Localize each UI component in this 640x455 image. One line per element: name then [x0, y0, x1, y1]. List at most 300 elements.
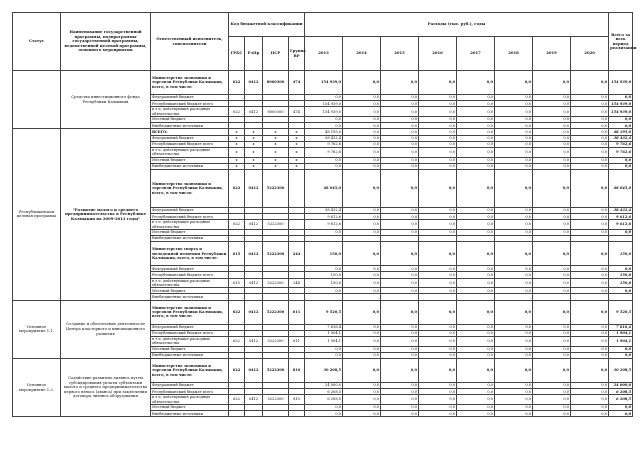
year-value-cell: 0,0	[533, 272, 571, 278]
year-value-cell: 0,0	[533, 336, 571, 346]
code-cell: 0412	[245, 71, 263, 95]
code-cell: 8000300	[263, 107, 289, 117]
year-value-cell: 0,0	[533, 330, 571, 336]
year-value-cell: 0,0	[457, 129, 495, 135]
year-value-cell: 0,0	[343, 220, 381, 230]
year-value-cell: 0,0	[457, 214, 495, 220]
section-name: Содействие развитию лизинга путем субсидирования уплаты субъектами малого и среднего предпринимательства первого взноса (аванса) при заключении договора лизинга оборудования	[61, 358, 151, 416]
year-value-cell: 0,0	[419, 214, 457, 220]
year-value-cell: 0,0	[495, 123, 533, 129]
year-value-cell: 0,0	[571, 157, 609, 163]
year-value-cell: 0,0	[533, 116, 571, 122]
year-value-cell: 0,0	[381, 300, 419, 324]
total-cell: 30 208,5	[609, 358, 633, 382]
total-cell: 1 904,1	[609, 336, 633, 346]
year-value-cell: 0,0	[533, 129, 571, 135]
year-value-cell: 0,0	[571, 101, 609, 107]
table-body	[13, 71, 633, 417]
year-value-cell: 0,0	[495, 278, 533, 288]
year-value-cell: 0,0	[533, 358, 571, 382]
year-value-cell: 0,0	[533, 288, 571, 294]
year-value-cell: 150,0	[305, 272, 343, 278]
header-executor: Ответственный исполнитель, соисполнители	[151, 13, 229, 71]
year-value-cell: 0,0	[419, 123, 457, 129]
year-value-cell: 0,0	[419, 346, 457, 352]
code-cell: x	[245, 141, 263, 147]
executor-cell: Федеральный бюджет	[151, 207, 229, 213]
year-value-cell: 0,0	[305, 157, 343, 163]
year-value-cell: 0,0	[571, 214, 609, 220]
executor-cell: в т.ч. действующие расходные обязательства	[151, 107, 229, 117]
total-cell: 9 520,5	[609, 300, 633, 324]
year-value-cell: 0,0	[305, 95, 343, 101]
year-value-cell: 0,0	[533, 220, 571, 230]
year-value-cell: 0,0	[495, 207, 533, 213]
executor-cell: Федеральный бюджет	[151, 324, 229, 330]
year-value-cell: 0,0	[419, 411, 457, 417]
executor-cell: Республиканский бюджет всего	[151, 101, 229, 107]
code-cell: 611	[289, 300, 305, 324]
year-value-cell: 0,0	[381, 272, 419, 278]
year-value-cell: 0,0	[381, 395, 419, 405]
executor-cell: Министерство экономики и торговли Республики Калмыкия, всего, в том числе:	[151, 71, 229, 95]
code-cell: 5222300	[263, 336, 289, 346]
code-cell: 8000300	[263, 71, 289, 95]
code-cell: x	[229, 129, 245, 135]
year-value-cell: 0,0	[343, 214, 381, 220]
year-value-cell: 0,0	[533, 300, 571, 324]
year-value-cell: 0,0	[419, 229, 457, 235]
year-value-cell: 0,0	[343, 395, 381, 405]
year-value-cell: 0,0	[495, 214, 533, 220]
total-cell: 150,0	[609, 278, 633, 288]
year-value-cell: 0,0	[419, 395, 457, 405]
year-value-cell: 0,0	[419, 336, 457, 346]
executor-cell: Местный бюджет	[151, 404, 229, 410]
total-cell: 48 045,0	[609, 169, 633, 207]
year-value-cell: 0,0	[343, 141, 381, 147]
executor-cell: Республиканский бюджет всего	[151, 141, 229, 147]
year-value-cell: 1 904,1	[305, 336, 343, 346]
year-value-cell: 0,0	[571, 300, 609, 324]
year-value-cell: 0,0	[495, 336, 533, 346]
year-value-cell: 0,0	[381, 389, 419, 395]
year-value-cell: 0,0	[457, 107, 495, 117]
year-value-cell: 9 520,5	[305, 300, 343, 324]
year-value-cell: 0,0	[571, 147, 609, 157]
code-cell: 0412	[245, 220, 263, 230]
total-cell: 24 000,0	[609, 382, 633, 388]
year-value-cell: 0,0	[571, 95, 609, 101]
year-value-cell: 0,0	[343, 129, 381, 135]
executor-cell: Внебюджетные источники	[151, 236, 229, 242]
year-value-cell: 0,0	[571, 358, 609, 382]
section-status	[13, 71, 61, 129]
year-value-cell: 0,0	[457, 288, 495, 294]
year-value-cell: 24 000,0	[305, 382, 343, 388]
year-value-cell: 0,0	[381, 101, 419, 107]
year-value-cell: 0,0	[457, 266, 495, 272]
code-cell: x	[263, 157, 289, 163]
year-value-cell: 0,0	[419, 129, 457, 135]
table-row	[13, 300, 633, 324]
total-cell: 1 904,1	[609, 330, 633, 336]
code-cell: x	[263, 147, 289, 157]
year-value-cell: 0,0	[457, 141, 495, 147]
year-value-cell: 0,0	[457, 324, 495, 330]
year-value-cell: 0,0	[457, 272, 495, 278]
year-value-cell: 0,0	[495, 101, 533, 107]
year-value-cell: 0,0	[457, 220, 495, 230]
year-value-cell: 0,0	[457, 389, 495, 395]
total-cell: 154 939,0	[609, 71, 633, 95]
executor-cell: Федеральный бюджет	[151, 266, 229, 272]
executor-cell: Местный бюджет	[151, 229, 229, 235]
year-value-cell: 0,0	[419, 71, 457, 95]
year-value-cell: 0,0	[305, 404, 343, 410]
code-cell: 0412	[245, 358, 263, 382]
year-value-cell: 0,0	[457, 147, 495, 157]
year-value-cell: 0,0	[495, 389, 533, 395]
year-value-cell: 150,0	[305, 242, 343, 266]
year-value-cell: 0,0	[457, 135, 495, 141]
code-cell	[289, 411, 305, 417]
year-value-cell: 0,0	[381, 129, 419, 135]
year-value-cell: 0,0	[343, 157, 381, 163]
code-cell: x	[289, 147, 305, 157]
year-value-cell: 0,0	[533, 278, 571, 288]
year-value-cell: 0,0	[305, 352, 343, 358]
year-value-cell: 0,0	[495, 107, 533, 117]
code-cell: 0412	[245, 300, 263, 324]
code-cell: 615	[229, 278, 245, 288]
executor-cell: Федеральный бюджет	[151, 135, 229, 141]
code-cell: x	[245, 135, 263, 141]
year-value-cell: 0,0	[457, 330, 495, 336]
year-value-cell: 0,0	[457, 395, 495, 405]
year-value-cell: 0,0	[571, 169, 609, 207]
year-value-cell: 0,0	[343, 71, 381, 95]
code-cell: x	[289, 135, 305, 141]
year-value-cell: 0,0	[457, 242, 495, 266]
code-cell	[263, 411, 289, 417]
year-value-cell: 0,0	[381, 107, 419, 117]
year-value-cell: 0,0	[419, 141, 457, 147]
year-value-cell: 0,0	[495, 346, 533, 352]
year-value-cell: 0,0	[419, 324, 457, 330]
year-value-cell: 0,0	[381, 135, 419, 141]
year-value-cell: 0,0	[381, 336, 419, 346]
year-value-cell: 0,0	[381, 229, 419, 235]
year-value-cell: 0,0	[571, 346, 609, 352]
executor-cell: Республиканский бюджет всего	[151, 389, 229, 395]
header-year: 2017	[457, 37, 495, 71]
year-value-cell: 0,0	[381, 163, 419, 169]
code-cell: x	[289, 163, 305, 169]
total-cell: 0,0	[609, 157, 633, 163]
header-total: Всего за весь период реализации	[609, 13, 633, 71]
executor-cell: Республиканский бюджет всего	[151, 214, 229, 220]
header-rzpr: РзПр	[245, 37, 263, 71]
table-row	[13, 71, 633, 95]
year-value-cell: 0,0	[419, 288, 457, 294]
executor-cell: в т.ч. действующие расходные обязательства	[151, 220, 229, 230]
executor-cell: Республиканский бюджет всего	[151, 272, 229, 278]
year-value-cell: 0,0	[571, 71, 609, 95]
year-value-cell: 0,0	[571, 336, 609, 346]
code-cell: x	[289, 129, 305, 135]
year-value-cell: 0,0	[457, 382, 495, 388]
header-csr: ЦСР	[263, 37, 289, 71]
year-value-cell: 0,0	[571, 389, 609, 395]
year-value-cell: 0,0	[533, 395, 571, 405]
header-codes-group: Код бюджетной классификации	[229, 13, 305, 37]
code-cell	[245, 411, 263, 417]
year-value-cell: 0,0	[495, 404, 533, 410]
year-value-cell: 0,0	[457, 278, 495, 288]
year-value-cell: 0,0	[343, 288, 381, 294]
year-value-cell: 154 939,0	[305, 101, 343, 107]
year-value-cell: 0,0	[571, 278, 609, 288]
year-value-cell: 0,0	[381, 411, 419, 417]
year-value-cell: 0,0	[381, 330, 419, 336]
year-value-cell: 9 612,6	[305, 220, 343, 230]
code-cell: 615	[229, 242, 245, 266]
year-value-cell: 0,0	[381, 116, 419, 122]
year-value-cell: 0,0	[571, 207, 609, 213]
year-value-cell: 0,0	[419, 404, 457, 410]
year-value-cell: 0,0	[533, 324, 571, 330]
executor-cell: Местный бюджет	[151, 116, 229, 122]
total-cell: 38 432,4	[609, 207, 633, 213]
year-value-cell: 0,0	[533, 242, 571, 266]
executor-cell: Внебюджетные источники	[151, 163, 229, 169]
code-cell	[229, 411, 245, 417]
code-cell: x	[229, 157, 245, 163]
code-cell: 810	[289, 358, 305, 382]
total-cell: 150,0	[609, 242, 633, 266]
code-cell: 5222300	[263, 242, 289, 266]
executor-cell: Министерство спорта и молодежной политики Республики Калмыкия, всего, в том числе:	[151, 242, 229, 266]
year-value-cell: 0,0	[419, 389, 457, 395]
year-value-cell: 0,0	[457, 346, 495, 352]
year-value-cell: 0,0	[419, 382, 457, 388]
year-value-cell: 0,0	[343, 382, 381, 388]
total-cell: 0,0	[609, 229, 633, 235]
year-value-cell: 0,0	[533, 157, 571, 163]
year-value-cell: 0,0	[533, 207, 571, 213]
year-value-cell: 0,0	[495, 324, 533, 330]
total-cell: 6 208,5	[609, 395, 633, 405]
year-value-cell: 0,0	[419, 107, 457, 117]
code-cell: x	[245, 147, 263, 157]
year-value-cell: 0,0	[381, 71, 419, 95]
year-value-cell: 0,0	[343, 300, 381, 324]
year-value-cell: 0,0	[495, 169, 533, 207]
code-cell: 622	[229, 395, 245, 405]
executor-cell: Местный бюджет	[151, 157, 229, 163]
year-value-cell: 0,0	[305, 229, 343, 235]
year-value-cell: 0,0	[419, 300, 457, 324]
year-value-cell: 0,0	[533, 95, 571, 101]
year-value-cell: 1 904,1	[305, 330, 343, 336]
year-value-cell: 0,0	[305, 123, 343, 129]
total-cell: 0,0	[609, 346, 633, 352]
header-year: 2020	[571, 37, 609, 71]
year-value-cell: 0,0	[381, 157, 419, 163]
year-value-cell: 0,0	[533, 141, 571, 147]
year-value-cell: 0,0	[343, 242, 381, 266]
section-status: Республиканская целевая программа	[13, 129, 61, 300]
year-value-cell: 0,0	[571, 324, 609, 330]
year-value-cell: 0,0	[419, 95, 457, 101]
year-value-cell: 38 432,4	[305, 135, 343, 141]
year-value-cell: 0,0	[343, 135, 381, 141]
year-value-cell: 0,0	[457, 300, 495, 324]
year-value-cell: 0,0	[457, 169, 495, 207]
header-year: 2014	[343, 37, 381, 71]
year-value-cell: 0,0	[381, 358, 419, 382]
year-value-cell: 0,0	[495, 95, 533, 101]
year-value-cell: 154 939,0	[305, 107, 343, 117]
year-value-cell: 0,0	[495, 157, 533, 163]
year-value-cell: 0,0	[305, 163, 343, 169]
total-cell: 154 939,0	[609, 101, 633, 107]
section-status: Основное мероприятие 1.2.	[13, 358, 61, 416]
table-header	[13, 13, 637, 71]
code-cell: x	[289, 141, 305, 147]
year-value-cell: 0,0	[381, 404, 419, 410]
year-value-cell: 0,0	[495, 71, 533, 95]
year-value-cell: 0,0	[571, 272, 609, 278]
code-cell: 244	[289, 278, 305, 288]
header-year: 2016	[419, 37, 457, 71]
year-value-cell: 0,0	[381, 207, 419, 213]
year-value-cell: 0,0	[457, 163, 495, 169]
year-value-cell: 0,0	[381, 169, 419, 207]
year-value-cell: 0,0	[571, 141, 609, 147]
code-cell: 0412	[245, 278, 263, 288]
code-cell: 810	[289, 395, 305, 405]
year-value-cell: 0,0	[457, 116, 495, 122]
year-value-cell: 0,0	[457, 207, 495, 213]
header-name: Наименование государственной программы, подпрограммы государственной программы, ведомственной целевой программы, основного мероприятия	[61, 13, 151, 71]
year-value-cell: 0,0	[571, 404, 609, 410]
year-value-cell: 0,0	[533, 229, 571, 235]
year-value-cell: 0,0	[533, 411, 571, 417]
code-cell	[289, 220, 305, 230]
executor-cell: Местный бюджет	[151, 288, 229, 294]
year-value-cell: 0,0	[343, 352, 381, 358]
code-cell: x	[229, 163, 245, 169]
executor-cell: в т.ч. действующие расходные обязательства	[151, 395, 229, 405]
total-cell: 0,0	[609, 163, 633, 169]
year-value-cell: 0,0	[571, 220, 609, 230]
year-value-cell: 0,0	[533, 101, 571, 107]
executor-cell: Федеральный бюджет	[151, 382, 229, 388]
year-value-cell: 0,0	[495, 358, 533, 382]
year-value-cell: 0,0	[381, 382, 419, 388]
executor-cell: Республиканский бюджет всего	[151, 330, 229, 336]
executor-cell: ВСЕГО:	[151, 129, 229, 135]
header-grbs: ГРБС	[229, 37, 245, 71]
executor-cell: Внебюджетные источники	[151, 411, 229, 417]
code-cell: x	[245, 163, 263, 169]
executor-cell: в т.ч. действующие расходные обязательства	[151, 336, 229, 346]
total-cell: 0,0	[609, 266, 633, 272]
year-value-cell: 0,0	[381, 242, 419, 266]
executor-cell: Внебюджетные источники	[151, 123, 229, 129]
year-value-cell: 0,0	[457, 71, 495, 95]
year-value-cell: 0,0	[533, 71, 571, 95]
year-value-cell: 0,0	[419, 330, 457, 336]
year-value-cell: 38 432,4	[305, 207, 343, 213]
year-value-cell: 0,0	[343, 163, 381, 169]
code-cell: x	[229, 135, 245, 141]
year-value-cell: 0,0	[343, 272, 381, 278]
executor-cell: Внебюджетные источники	[151, 352, 229, 358]
year-value-cell: 0,0	[419, 272, 457, 278]
header-year: 2015	[381, 37, 419, 71]
year-value-cell: 0,0	[419, 163, 457, 169]
total-cell: 38 432,4	[609, 135, 633, 141]
year-value-cell: 0,0	[571, 382, 609, 388]
year-value-cell: 0,0	[571, 116, 609, 122]
year-value-cell: 0,0	[343, 404, 381, 410]
code-cell: x	[289, 157, 305, 163]
year-value-cell: 0,0	[457, 157, 495, 163]
year-value-cell: 150,0	[305, 278, 343, 288]
year-value-cell: 0,0	[495, 352, 533, 358]
year-value-cell: 0,0	[343, 336, 381, 346]
year-value-cell: 0,0	[571, 395, 609, 405]
year-value-cell: 0,0	[419, 358, 457, 382]
year-value-cell: 0,0	[495, 242, 533, 266]
year-value-cell: 0,0	[343, 346, 381, 352]
section-name: "Развитие малого и среднего предпринимательства в Республике Калмыкия на 2009-2013 годы"	[61, 129, 151, 300]
year-value-cell: 0,0	[381, 141, 419, 147]
year-value-cell: 0,0	[533, 382, 571, 388]
executor-cell: Министерство экономики и торговли Республики Калмыкия, всего, в том числе:	[151, 300, 229, 324]
code-cell: x	[245, 157, 263, 163]
year-value-cell: 6 208,5	[305, 389, 343, 395]
total-cell: 48 195,0	[609, 129, 633, 135]
code-cell: x	[229, 147, 245, 157]
total-cell: 9 612,6	[609, 214, 633, 220]
year-value-cell: 0,0	[495, 411, 533, 417]
year-value-cell: 0,0	[495, 141, 533, 147]
code-cell: 5222300	[263, 169, 289, 207]
year-value-cell: 0,0	[571, 135, 609, 141]
year-value-cell: 0,0	[571, 288, 609, 294]
year-value-cell: 0,0	[419, 352, 457, 358]
total-cell: 0,0	[609, 116, 633, 122]
code-cell: 0412	[245, 242, 263, 266]
year-value-cell: 0,0	[381, 324, 419, 330]
year-value-cell: 0,0	[381, 352, 419, 358]
total-cell: 0,0	[609, 404, 633, 410]
year-value-cell: 0,0	[571, 411, 609, 417]
code-cell: 5222300	[263, 300, 289, 324]
code-cell: x	[263, 141, 289, 147]
year-value-cell: 0,0	[419, 207, 457, 213]
year-value-cell: 0,0	[495, 135, 533, 141]
year-value-cell: 0,0	[381, 288, 419, 294]
year-value-cell: 0,0	[343, 330, 381, 336]
code-cell: 244	[289, 242, 305, 266]
year-value-cell: 0,0	[571, 266, 609, 272]
code-cell: 622	[229, 336, 245, 346]
